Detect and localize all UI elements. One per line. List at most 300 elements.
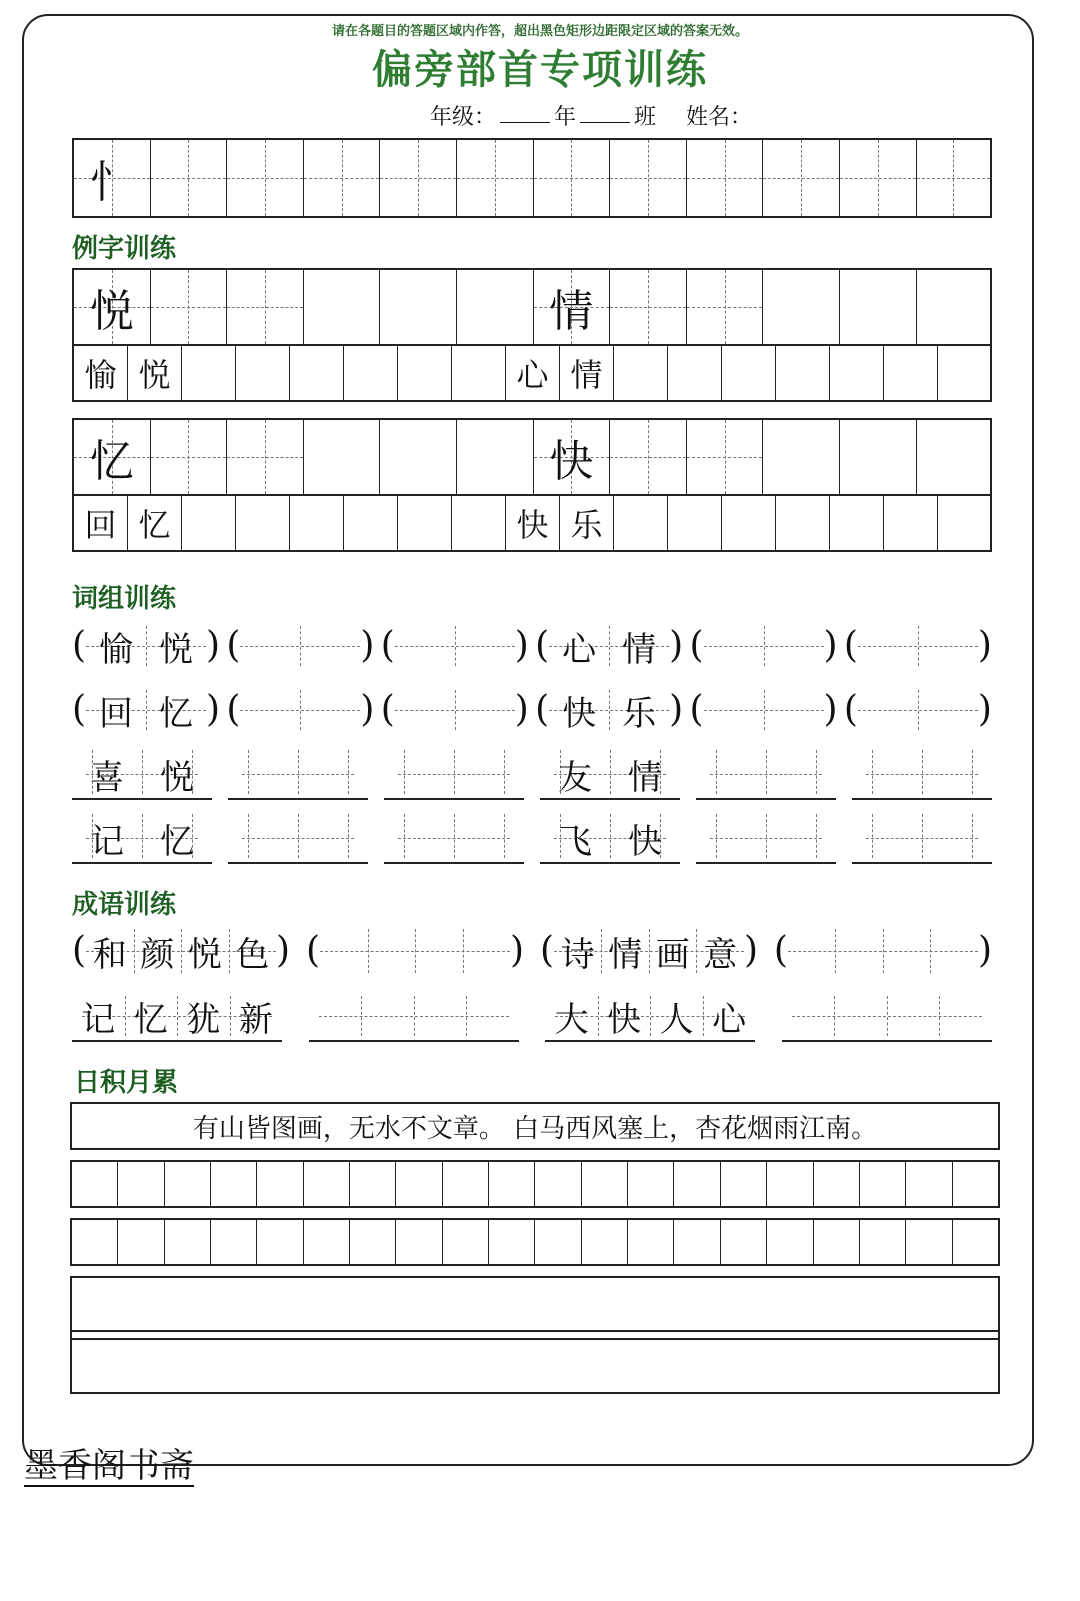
copy-cell[interactable] (906, 1162, 952, 1206)
idiom-group (72, 929, 290, 973)
char-slot[interactable] (696, 750, 766, 798)
char-slot[interactable] (125, 992, 178, 1040)
idiom-char: 快 (607, 999, 642, 1040)
word-cell[interactable] (560, 496, 614, 550)
char-slot[interactable] (766, 814, 836, 862)
char-slot[interactable] (320, 929, 368, 973)
copy-cell[interactable] (304, 1162, 350, 1206)
word-cell[interactable] (938, 496, 990, 550)
practice-cell[interactable] (840, 140, 917, 216)
word-box[interactable] (240, 626, 360, 666)
open-paren: ( (72, 625, 87, 666)
practice-cell[interactable] (610, 140, 687, 216)
char-slot[interactable] (86, 929, 134, 973)
practice-cell[interactable] (151, 270, 228, 344)
char-slot[interactable] (609, 690, 669, 734)
idiom-char: 大 (554, 999, 589, 1040)
idiom-underline-box[interactable] (72, 992, 282, 1042)
copy-cell[interactable] (535, 1162, 581, 1206)
word-char: 乐 (622, 693, 657, 734)
copy-cell[interactable] (674, 1162, 720, 1206)
word-group-row-1 (72, 618, 992, 674)
copy-cell[interactable] (582, 1220, 628, 1264)
char-slot[interactable] (300, 690, 360, 730)
word-char: 忆 (138, 506, 171, 544)
char-slot[interactable] (764, 626, 824, 666)
char-slot[interactable] (554, 929, 602, 973)
copy-cell[interactable] (814, 1162, 860, 1206)
char-slot[interactable] (549, 626, 609, 670)
idiom-group (306, 929, 524, 973)
open-paren: ( (380, 689, 395, 730)
char-slot[interactable] (610, 750, 680, 798)
char-slot[interactable] (395, 626, 455, 666)
copy-cell[interactable] (582, 1162, 628, 1206)
word-underline-box[interactable] (72, 750, 212, 800)
word-cell[interactable] (182, 496, 236, 550)
grade-year-blank[interactable] (500, 100, 550, 123)
char-slot[interactable] (142, 814, 212, 862)
word-cell[interactable] (128, 496, 182, 550)
char-slot[interactable] (228, 814, 298, 862)
practice-cell[interactable] (304, 420, 381, 494)
word-char: 忆 (159, 693, 194, 734)
word-cell[interactable] (776, 346, 830, 400)
char-slot[interactable] (466, 992, 519, 1040)
word-group-row-4 (72, 814, 992, 864)
idiom-char: 情 (608, 934, 643, 975)
word-group (844, 690, 992, 730)
word-cell[interactable] (236, 346, 290, 400)
copy-cell[interactable] (304, 1220, 350, 1264)
idiom-box[interactable] (320, 929, 510, 973)
example-char: 情 (549, 286, 594, 337)
word-cell[interactable] (128, 346, 182, 400)
char-slot[interactable] (146, 690, 206, 734)
char-slot[interactable] (858, 626, 918, 666)
word-cell[interactable] (290, 496, 344, 550)
word-group-row-3 (72, 750, 992, 800)
char-slot[interactable] (918, 690, 978, 730)
close-paren: ) (206, 625, 221, 666)
practice-cell[interactable] (227, 140, 304, 216)
word-underline-box[interactable] (228, 750, 368, 800)
copy-grid-row-1 (70, 1160, 1000, 1208)
idiom-char: 和 (92, 934, 127, 975)
char-slot[interactable] (939, 992, 992, 1040)
practice-cell[interactable] (917, 140, 990, 216)
practice-cell[interactable] (763, 270, 840, 344)
idiom-char: 人 (659, 999, 694, 1040)
word-cell[interactable] (74, 346, 128, 400)
copy-cell[interactable] (350, 1162, 396, 1206)
open-paren: ( (305, 930, 321, 971)
practice-cell[interactable] (687, 270, 764, 344)
word-underline-box[interactable] (696, 814, 836, 864)
word-cell[interactable] (506, 346, 560, 400)
idiom-char: 新 (238, 999, 273, 1040)
word-cell[interactable] (290, 346, 344, 400)
copy-cell[interactable] (165, 1162, 211, 1206)
word-char: 忆 (160, 821, 194, 862)
char-slot[interactable] (230, 992, 283, 1040)
char-slot[interactable] (601, 929, 649, 973)
idiom-box[interactable] (788, 929, 978, 973)
idiom-box[interactable] (554, 929, 744, 973)
practice-cell[interactable] (227, 420, 304, 494)
char-slot[interactable] (918, 626, 978, 666)
char-slot[interactable] (455, 690, 515, 730)
word-group (535, 689, 684, 734)
word-cell[interactable] (830, 346, 884, 400)
char-slot[interactable] (650, 992, 703, 1040)
word-cell[interactable] (884, 496, 938, 550)
open-paren: ( (773, 930, 788, 971)
practice-cell[interactable] (534, 140, 611, 216)
copy-cell[interactable] (396, 1220, 442, 1264)
year-label: 年 (554, 105, 577, 130)
copy-cell[interactable] (906, 1220, 952, 1264)
char-slot[interactable] (463, 929, 511, 973)
char-slot[interactable] (146, 626, 206, 670)
practice-cell[interactable] (380, 140, 457, 216)
copy-cell[interactable] (860, 1220, 906, 1264)
char-slot[interactable] (300, 626, 360, 666)
copy-cell[interactable] (767, 1220, 813, 1264)
char-slot[interactable] (228, 750, 298, 798)
word-char: 情 (622, 629, 657, 670)
word-underline-box[interactable] (228, 814, 368, 864)
copy-cell[interactable] (767, 1162, 813, 1206)
example-char: 快 (549, 436, 594, 487)
char-slot[interactable] (455, 626, 515, 666)
char-slot[interactable] (764, 690, 824, 730)
word-underline-box[interactable] (384, 750, 524, 800)
section-idioms-heading: 成语训练 (72, 890, 177, 920)
word-char: 友 (558, 757, 592, 798)
word-char: 回 (99, 693, 134, 734)
close-paren: ) (977, 689, 992, 730)
copy-cell[interactable] (443, 1220, 489, 1264)
char-slot[interactable] (549, 690, 609, 734)
word-group (535, 625, 684, 670)
grade-label: 年级： (430, 105, 497, 130)
idiom-char: 犹 (186, 999, 221, 1040)
word-char: 情 (570, 356, 603, 394)
copy-cell[interactable] (674, 1220, 720, 1264)
word-cell[interactable] (344, 346, 398, 400)
copy-cell[interactable] (211, 1220, 257, 1264)
word-box[interactable] (858, 690, 978, 730)
practice-cell[interactable] (151, 420, 228, 494)
word-underline-box[interactable] (852, 750, 992, 800)
char-slot[interactable] (134, 929, 182, 973)
close-paren: ) (360, 689, 375, 730)
poem-box: 有山皆图画，无水不文章。 白马西风塞上，杏花烟雨江南。 (70, 1102, 1000, 1150)
char-slot[interactable] (309, 992, 362, 1040)
close-paren: ) (510, 930, 525, 971)
practice-cell[interactable] (304, 270, 381, 344)
char-slot[interactable] (766, 750, 836, 798)
word-group (72, 689, 221, 734)
word-box[interactable] (549, 626, 669, 670)
copy-cell[interactable] (211, 1162, 257, 1206)
copy-cell[interactable] (721, 1220, 767, 1264)
word-cell[interactable] (452, 496, 506, 550)
word-cell[interactable] (938, 346, 990, 400)
idiom-underline-box[interactable] (782, 992, 992, 1042)
section-examples-heading: 例字训练 (72, 234, 177, 264)
word-cell[interactable] (614, 346, 668, 400)
copy-cell[interactable] (350, 1220, 396, 1264)
idiom-row-2 (72, 992, 992, 1042)
idiom-group (774, 929, 992, 973)
open-paren: ( (535, 689, 550, 730)
char-slot[interactable] (361, 992, 414, 1040)
practice-cell[interactable] (687, 420, 764, 494)
radical-char: 忄 (89, 157, 134, 208)
idiom-char: 悦 (187, 934, 222, 975)
char-slot[interactable] (887, 992, 940, 1040)
idiom-char: 颜 (140, 934, 175, 975)
copy-cell[interactable] (628, 1162, 674, 1206)
example-cell[interactable] (74, 420, 151, 494)
line-divider (72, 1338, 998, 1340)
close-paren: ) (669, 625, 684, 666)
char-slot[interactable] (72, 992, 125, 1040)
word-box[interactable] (704, 690, 824, 730)
word-box[interactable] (395, 690, 515, 730)
word-cell[interactable] (560, 346, 614, 400)
char-slot[interactable] (229, 929, 277, 973)
word-cell[interactable] (776, 496, 830, 550)
word-box[interactable] (395, 626, 515, 666)
char-slot[interactable] (782, 992, 835, 1040)
close-paren: ) (977, 625, 992, 666)
idiom-underline-box[interactable] (545, 992, 755, 1042)
char-slot[interactable] (368, 929, 416, 973)
word-box[interactable] (86, 690, 206, 734)
practice-cell[interactable] (840, 420, 917, 494)
open-paren: ( (689, 689, 704, 730)
word-underline-box[interactable] (696, 750, 836, 800)
char-slot[interactable] (704, 626, 764, 666)
close-paren: ) (514, 689, 529, 730)
word-cell[interactable] (74, 496, 128, 550)
word-cell[interactable] (668, 496, 722, 550)
word-underline-box[interactable] (72, 814, 212, 864)
word-char: 情 (628, 757, 662, 798)
char-slot[interactable] (240, 690, 300, 730)
practice-cell[interactable] (763, 420, 840, 494)
close-paren: ) (360, 625, 375, 666)
word-box[interactable] (549, 690, 669, 734)
copy-cell[interactable] (953, 1162, 998, 1206)
char-slot[interactable] (540, 814, 610, 862)
word-group-row-2 (72, 682, 992, 738)
char-slot[interactable] (649, 929, 697, 973)
char-slot[interactable] (142, 750, 212, 798)
word-box[interactable] (86, 626, 206, 670)
copy-cell[interactable] (72, 1162, 118, 1206)
word-char: 乐 (570, 506, 603, 544)
copy-cell[interactable] (72, 1220, 118, 1264)
practice-cell[interactable] (151, 140, 228, 216)
word-cell[interactable] (884, 346, 938, 400)
idiom-underline-box[interactable] (309, 992, 519, 1042)
char-slot[interactable] (696, 929, 744, 973)
word-cell[interactable] (236, 496, 290, 550)
practice-cell[interactable] (763, 140, 840, 216)
word-group (381, 626, 529, 666)
word-char: 记 (90, 821, 124, 862)
copy-cell[interactable] (165, 1220, 211, 1264)
word-box[interactable] (704, 626, 824, 666)
idiom-char: 记 (81, 999, 116, 1040)
student-info-line (430, 100, 752, 131)
word-group (72, 625, 221, 670)
copy-cell[interactable] (489, 1162, 535, 1206)
char-slot[interactable] (72, 750, 142, 798)
char-slot[interactable] (834, 992, 887, 1040)
idiom-box[interactable] (86, 929, 276, 973)
char-slot[interactable] (696, 814, 766, 862)
word-box[interactable] (240, 690, 360, 730)
char-slot[interactable] (177, 992, 230, 1040)
open-paren: ( (72, 689, 87, 730)
char-slot[interactable] (703, 992, 756, 1040)
char-slot[interactable] (181, 929, 229, 973)
practice-cell[interactable] (610, 270, 687, 344)
watermark: 墨香阁书斋 (24, 1446, 194, 1486)
word-cell[interactable] (722, 496, 776, 550)
radical-cell[interactable] (74, 140, 151, 216)
char-slot[interactable] (788, 929, 836, 973)
char-slot[interactable] (86, 626, 146, 670)
example-char: 悦 (89, 286, 134, 337)
practice-cell[interactable] (304, 140, 381, 216)
copy-cell[interactable] (953, 1220, 998, 1264)
practice-cell[interactable] (687, 140, 764, 216)
char-slot[interactable] (240, 626, 300, 666)
char-slot[interactable] (930, 929, 978, 973)
writing-lines[interactable] (70, 1276, 1000, 1394)
example-cell[interactable] (534, 270, 611, 344)
char-slot[interactable] (384, 750, 454, 798)
practice-cell[interactable] (380, 420, 457, 494)
word-char: 心 (516, 356, 549, 394)
word-group (226, 626, 374, 666)
word-underline-box[interactable] (540, 814, 680, 864)
practice-cell[interactable] (840, 270, 917, 344)
char-slot[interactable] (454, 750, 524, 798)
practice-cell[interactable] (917, 270, 990, 344)
char-slot[interactable] (609, 626, 669, 670)
example-cell[interactable] (534, 420, 611, 494)
word-cell[interactable] (452, 346, 506, 400)
char-slot[interactable] (598, 992, 651, 1040)
char-slot[interactable] (852, 750, 922, 798)
word-cell[interactable] (722, 346, 776, 400)
practice-cell[interactable] (457, 140, 534, 216)
copy-cell[interactable] (443, 1162, 489, 1206)
word-cell[interactable] (398, 496, 452, 550)
open-paren: ( (689, 625, 704, 666)
char-slot[interactable] (704, 690, 764, 730)
practice-cell[interactable] (917, 420, 990, 494)
practice-cell[interactable] (380, 270, 457, 344)
word-cell[interactable] (668, 346, 722, 400)
word-cell[interactable] (830, 496, 884, 550)
word-cell[interactable] (506, 496, 560, 550)
copy-cell[interactable] (257, 1220, 303, 1264)
copy-cell[interactable] (489, 1220, 535, 1264)
copy-cell[interactable] (814, 1220, 860, 1264)
word-underline-box[interactable] (852, 814, 992, 864)
char-slot[interactable] (540, 750, 610, 798)
char-slot[interactable] (610, 814, 680, 862)
copy-cell[interactable] (721, 1162, 767, 1206)
char-slot[interactable] (395, 690, 455, 730)
word-cell[interactable] (398, 346, 452, 400)
char-slot[interactable] (883, 929, 931, 973)
section-daily-heading: 日积月累 (74, 1068, 179, 1098)
char-slot[interactable] (298, 750, 368, 798)
char-slot[interactable] (922, 750, 992, 798)
copy-cell[interactable] (118, 1220, 164, 1264)
char-slot[interactable] (835, 929, 883, 973)
word-underline-box[interactable] (540, 750, 680, 800)
char-slot[interactable] (414, 992, 467, 1040)
class-blank[interactable] (580, 100, 630, 123)
char-slot[interactable] (72, 814, 142, 862)
copy-cell[interactable] (860, 1162, 906, 1206)
practice-cell[interactable] (457, 270, 534, 344)
word-group (844, 626, 992, 666)
example-char: 忆 (89, 436, 134, 487)
word-char: 愉 (99, 629, 134, 670)
char-slot[interactable] (298, 814, 368, 862)
char-slot[interactable] (922, 814, 992, 862)
word-cell[interactable] (344, 496, 398, 550)
char-slot[interactable] (852, 814, 922, 862)
practice-cell[interactable] (457, 420, 534, 494)
word-box[interactable] (858, 626, 978, 666)
word-cell[interactable] (614, 496, 668, 550)
char-slot[interactable] (86, 690, 146, 734)
practice-cell[interactable] (227, 270, 304, 344)
copy-cell[interactable] (118, 1162, 164, 1206)
copy-cell[interactable] (535, 1220, 581, 1264)
char-slot[interactable] (545, 992, 598, 1040)
word-cell[interactable] (182, 346, 236, 400)
page-title: 偏旁部首专项训练 (372, 47, 708, 93)
close-paren: ) (276, 930, 291, 971)
line-divider (72, 1330, 998, 1332)
example-cell[interactable] (74, 270, 151, 344)
copy-cell[interactable] (396, 1162, 442, 1206)
open-paren: ( (843, 625, 858, 666)
char-slot[interactable] (454, 814, 524, 862)
word-underline-box[interactable] (384, 814, 524, 864)
word-char: 回 (84, 506, 117, 544)
char-slot[interactable] (384, 814, 454, 862)
copy-cell[interactable] (628, 1220, 674, 1264)
copy-cell[interactable] (257, 1162, 303, 1206)
char-slot[interactable] (858, 690, 918, 730)
char-slot[interactable] (415, 929, 463, 973)
practice-cell[interactable] (610, 420, 687, 494)
